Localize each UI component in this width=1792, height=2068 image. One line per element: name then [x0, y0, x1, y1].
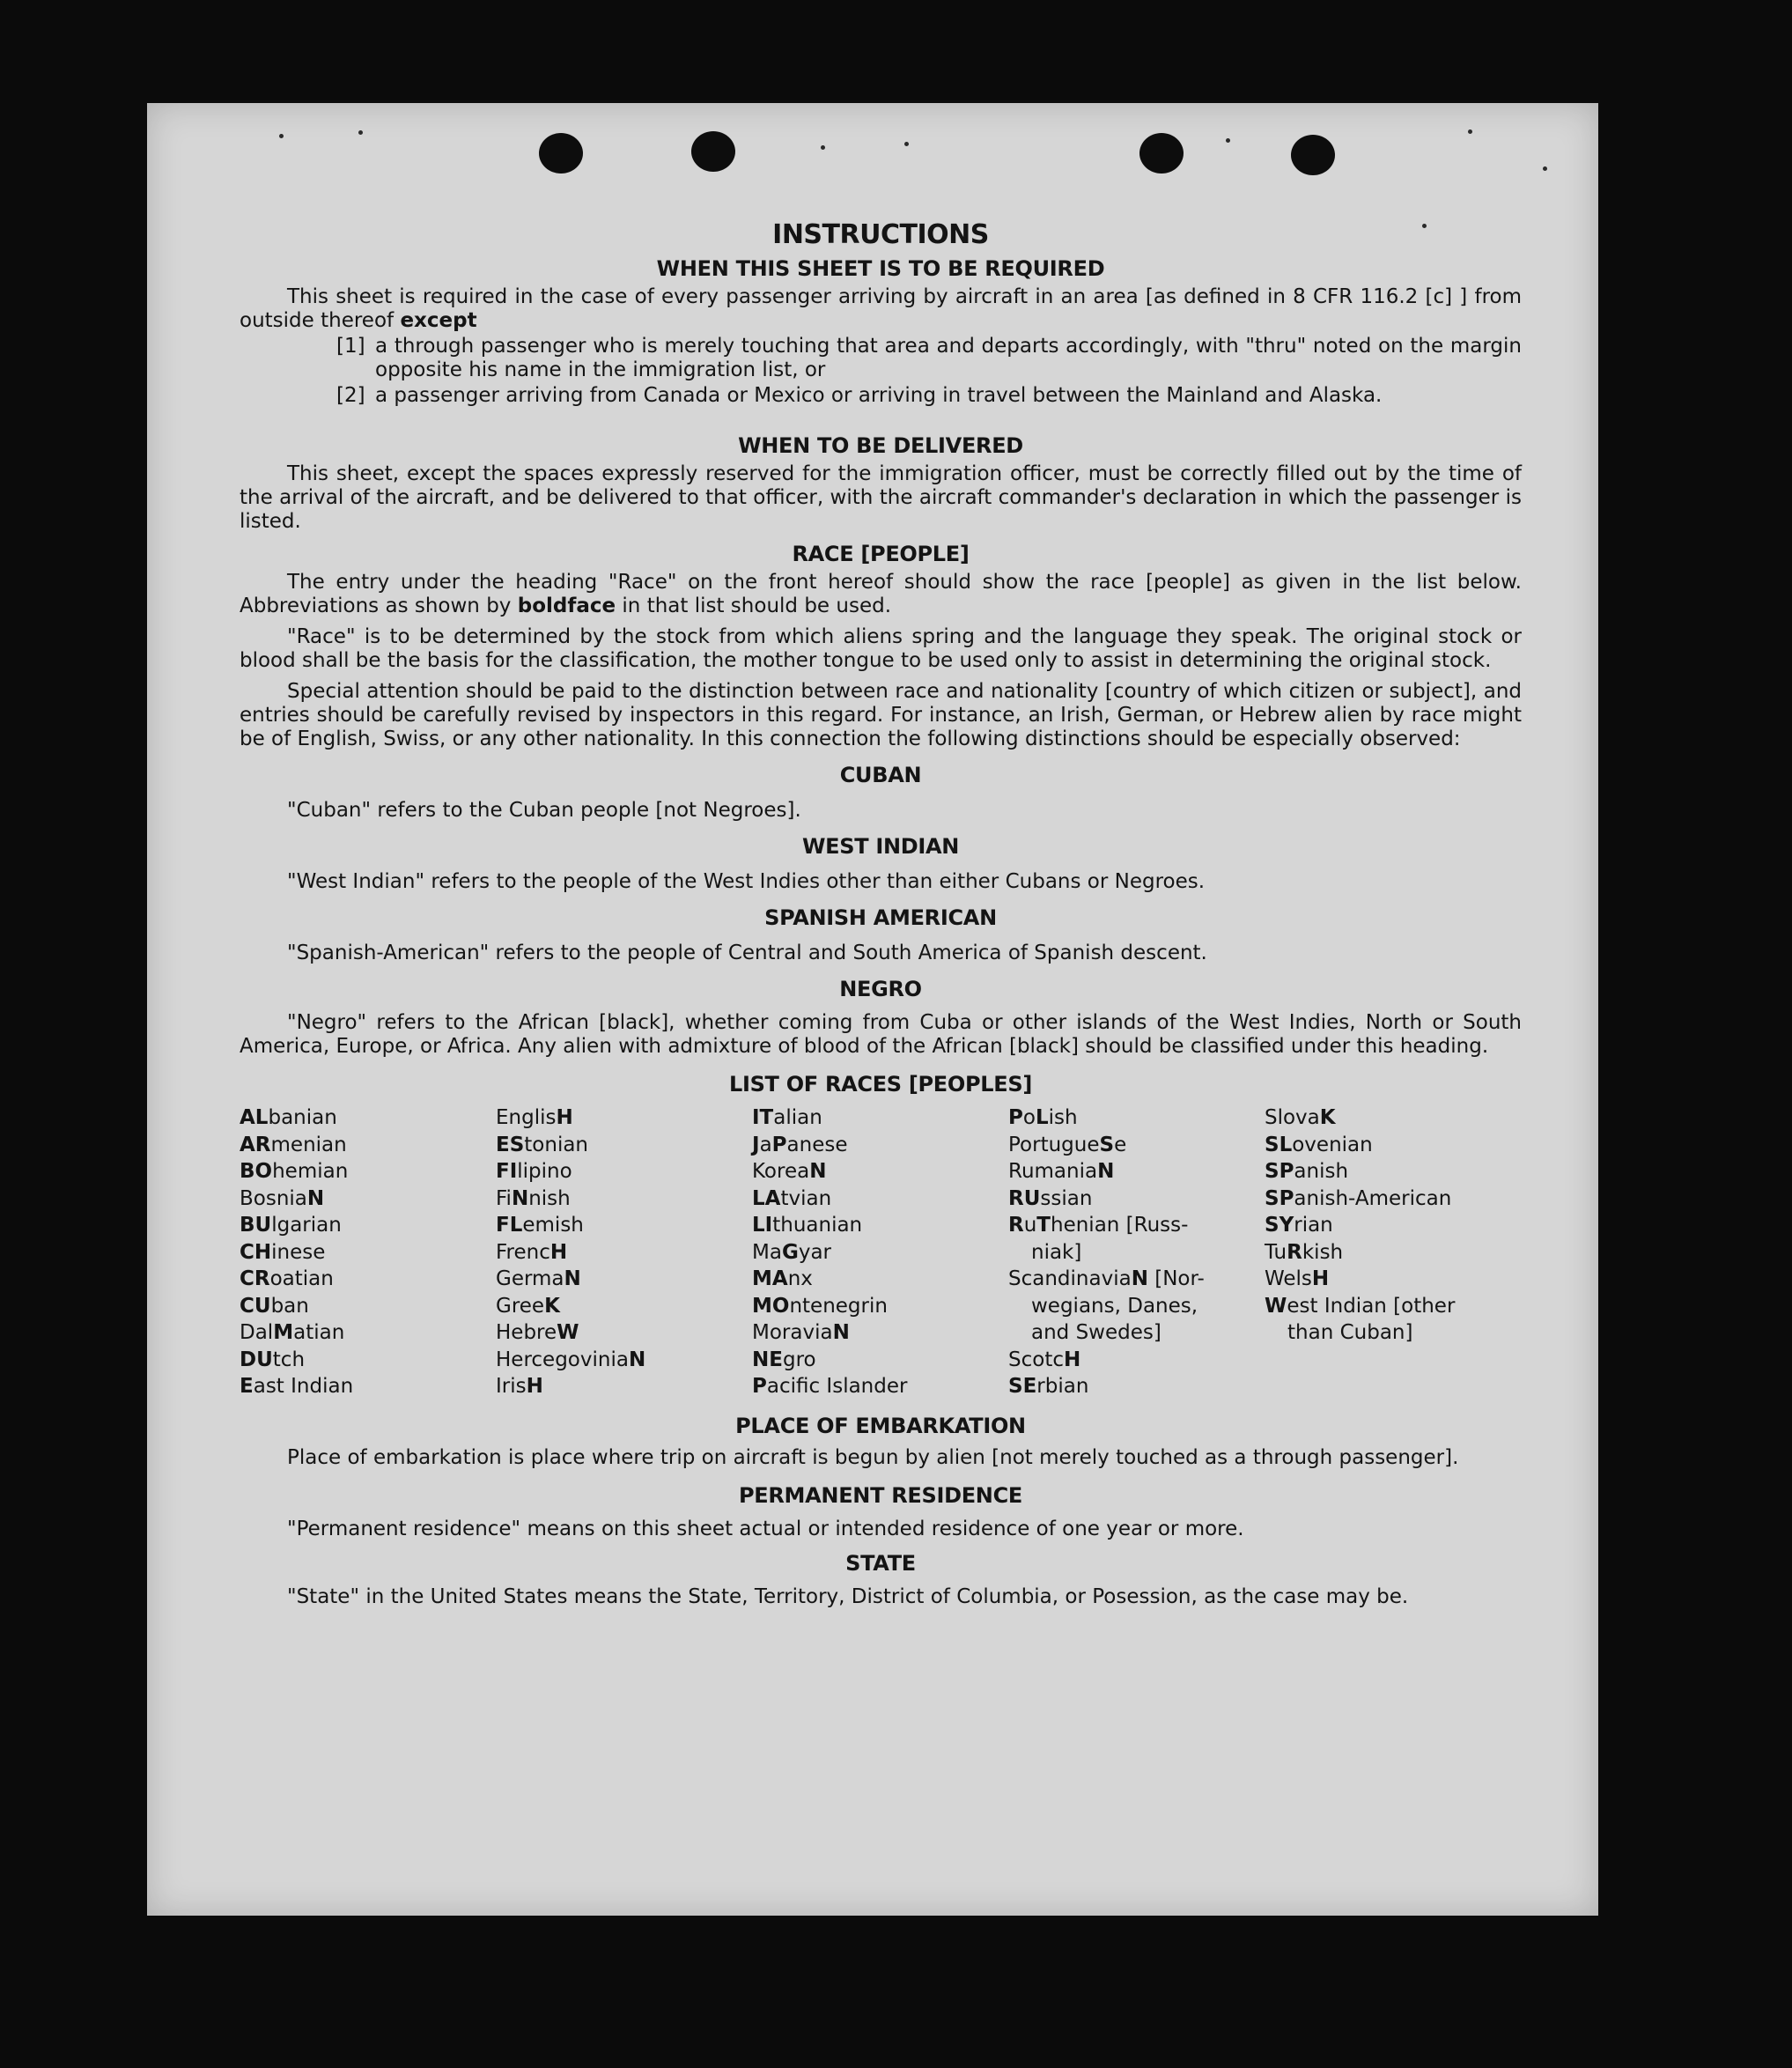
race-entry: WelsH: [1265, 1267, 1330, 1290]
race-entry: RumaniaN: [1008, 1160, 1115, 1183]
race-entry: BosniaN: [240, 1186, 325, 1210]
section-heading: WEST INDIAN: [801, 834, 960, 859]
section-heading: LIST OF RACES [PEOPLES]: [728, 1072, 1033, 1097]
text: This sheet is required in the case of every passenger arriving by aircraft in an area [as defined in 8 CFR 116.2 [c] ] from outside thereof: [240, 285, 1522, 332]
speck: [1468, 129, 1472, 134]
race-entry: CHinese: [240, 1240, 326, 1264]
race-entry-continued: than Cuban]: [1287, 1321, 1413, 1344]
list-item: [240, 384, 1522, 408]
section-heading: RACE [PEOPLE]: [792, 542, 970, 566]
item-label: [2]: [336, 384, 365, 407]
paragraph: Place of embarkation is place where trip on aircraft is begun by alien [not merely touched as a through passenger].: [287, 1445, 1459, 1469]
race-entry: MoraviaN: [752, 1321, 850, 1344]
race-entry: ScandinaviaN [Nor-: [1008, 1267, 1205, 1290]
punch-hole: [1291, 135, 1335, 175]
race-entry: GermaN: [496, 1267, 581, 1290]
races-column: [1008, 1104, 1265, 1400]
race-entry: FLemish: [496, 1214, 584, 1237]
paragraph: This sheet, except the spaces expressly reserved for the immigration officer, must be correctly filled out by the time of the arrival of the aircraft, and be delivered to that officer, with the aircraft commander's declaration in which the passenger is listed.: [240, 462, 1522, 533]
race-entry: ALbanian: [240, 1106, 337, 1129]
race-entry: JaPanese: [752, 1133, 848, 1156]
speck: [904, 142, 909, 146]
text: in that list should be used.: [622, 595, 892, 617]
race-entry: LIthuanian: [752, 1214, 863, 1237]
punch-hole: [1139, 133, 1184, 174]
list-item: [240, 335, 1522, 382]
paragraph: "Spanish-American" refers to the people of Central and South America of Spanish descent.: [287, 942, 1207, 964]
section-heading: PLACE OF EMBARKATION: [735, 1413, 1026, 1438]
races-column: [752, 1104, 1008, 1400]
race-entry: MaGyar: [752, 1240, 832, 1264]
race-entry-continued: and Swedes]: [1031, 1321, 1161, 1344]
race-entry: PortugueSe: [1008, 1133, 1127, 1156]
instructions-content: [240, 219, 1522, 1616]
paragraph: [240, 285, 1522, 333]
section-heading: WHEN THIS SHEET IS TO BE REQUIRED: [656, 256, 1105, 281]
race-entry: CUban: [240, 1294, 309, 1318]
race-entry: GreeK: [496, 1294, 560, 1318]
races-column: [240, 1104, 496, 1400]
paragraph: "West Indian" refers to the people of the West Indies other than either Cubans or Negroes.: [287, 870, 1206, 893]
race-entry: MOntenegrin: [752, 1294, 888, 1318]
section-heading: NEGRO: [839, 977, 922, 1001]
race-entry: FIlipino: [496, 1160, 572, 1183]
paragraph: "Cuban" refers to the Cuban people [not Negroes].: [287, 799, 801, 822]
race-entry: NEgro: [752, 1348, 816, 1371]
race-entry: SPanish: [1265, 1160, 1349, 1183]
document-sheet: [147, 103, 1598, 1916]
race-entry: HebreW: [496, 1321, 579, 1344]
race-entry: LAtvian: [752, 1186, 832, 1210]
paragraph: "State" in the United States means the State, Territory, District of Columbia, or Posession, as the case may be.: [287, 1584, 1409, 1608]
section-heading: SPANISH AMERICAN: [764, 905, 997, 930]
race-entry: SLovenian: [1265, 1133, 1373, 1156]
races-column: [496, 1104, 752, 1400]
race-entry: RuThenian [Russ-: [1008, 1214, 1189, 1237]
item-text: a through passenger who is merely touching that area and departs accordingly, with "thru" noted on the margin opposite his name in the immigration list, or: [375, 335, 1522, 381]
race-entry: FiNnish: [496, 1186, 571, 1210]
races-column: [1265, 1104, 1521, 1400]
race-entry: RUssian: [1008, 1186, 1093, 1210]
race-entry: HercegoviniaN: [496, 1348, 646, 1371]
paragraph: "Race" is to be determined by the stock from which aliens spring and the language they speak. The original stock or blood shall be the basis for the classification, the mother tongue to be used only to assist in determining the original stock.: [240, 625, 1522, 672]
speck: [1543, 166, 1547, 171]
race-entry: MAnx: [752, 1267, 813, 1290]
race-entry: West Indian [other: [1265, 1294, 1456, 1318]
punch-hole: [539, 133, 583, 174]
section-heading: PERMANENT RESIDENCE: [738, 1482, 1022, 1508]
race-entry: IrisH: [496, 1375, 543, 1398]
punch-hole: [691, 131, 735, 172]
race-entry: SPanish-American: [1265, 1186, 1452, 1210]
race-entry: ScotcH: [1008, 1348, 1081, 1371]
item-label: [1]: [336, 335, 365, 358]
race-entry: SlovaK: [1265, 1106, 1336, 1129]
race-entry: BOhemian: [240, 1160, 349, 1183]
race-entry: DUtch: [240, 1348, 306, 1371]
text: The entry under the heading "Race" on the front hereof should show the race [people] as given in the list below. Abbreviations as shown by: [240, 571, 1522, 617]
paragraph: Special attention should be paid to the distinction between race and nationality [country of which citizen or subject], and entries should be carefully revised by inspectors in this regard. For instance, an Irish, German, or Hebrew alien by race might be of English, Swiss, or any other nationality. In this connection the following distinctions should be especially observed:: [240, 680, 1522, 750]
race-entry-continued: niak]: [1031, 1240, 1082, 1264]
paragraph: "Permanent residence" means on this sheet actual or intended residence of one year or more.: [287, 1517, 1244, 1540]
race-entry: Pacific Islander: [752, 1375, 908, 1398]
race-entry: KoreaN: [752, 1160, 827, 1183]
race-entry: SErbian: [1008, 1375, 1089, 1398]
race-entry: DalMatian: [240, 1321, 345, 1344]
paragraph: "Negro" refers to the African [black], whether coming from Cuba or other islands of the West Indies, North or South America, Europe, or Africa. Any alien with admixture of blood of the African [black] should be classified under this heading.: [240, 1011, 1522, 1058]
race-entry: EStonian: [496, 1133, 589, 1156]
race-entry: TuRkish: [1265, 1240, 1344, 1264]
race-entry: EnglisH: [496, 1106, 573, 1129]
race-entry: East Indian: [240, 1375, 354, 1398]
page-title: INSTRUCTIONS: [772, 219, 989, 250]
paragraph: [240, 571, 1522, 618]
speck: [279, 134, 284, 138]
race-entry: ARmenian: [240, 1133, 347, 1156]
race-entry: PoLish: [1008, 1106, 1078, 1129]
speck: [358, 130, 363, 135]
section-heading: WHEN TO BE DELIVERED: [738, 433, 1023, 458]
race-entry: SYrian: [1265, 1214, 1333, 1237]
race-entry: FrencH: [496, 1240, 568, 1264]
bold-text: except: [400, 309, 477, 332]
race-entry: BUlgarian: [240, 1214, 342, 1237]
item-text: a passenger arriving from Canada or Mexico or arriving in travel between the Mainland and Alaska.: [375, 384, 1383, 407]
speck: [821, 145, 825, 150]
section-heading: STATE: [845, 1550, 916, 1576]
bold-text: boldface: [517, 595, 616, 617]
race-entry: ITalian: [752, 1106, 822, 1129]
races-list: [240, 1104, 1522, 1400]
race-entry: CRoatian: [240, 1267, 334, 1290]
speck: [1226, 138, 1230, 143]
section-heading: CUBAN: [839, 763, 922, 787]
race-entry-continued: wegians, Danes,: [1031, 1294, 1198, 1318]
